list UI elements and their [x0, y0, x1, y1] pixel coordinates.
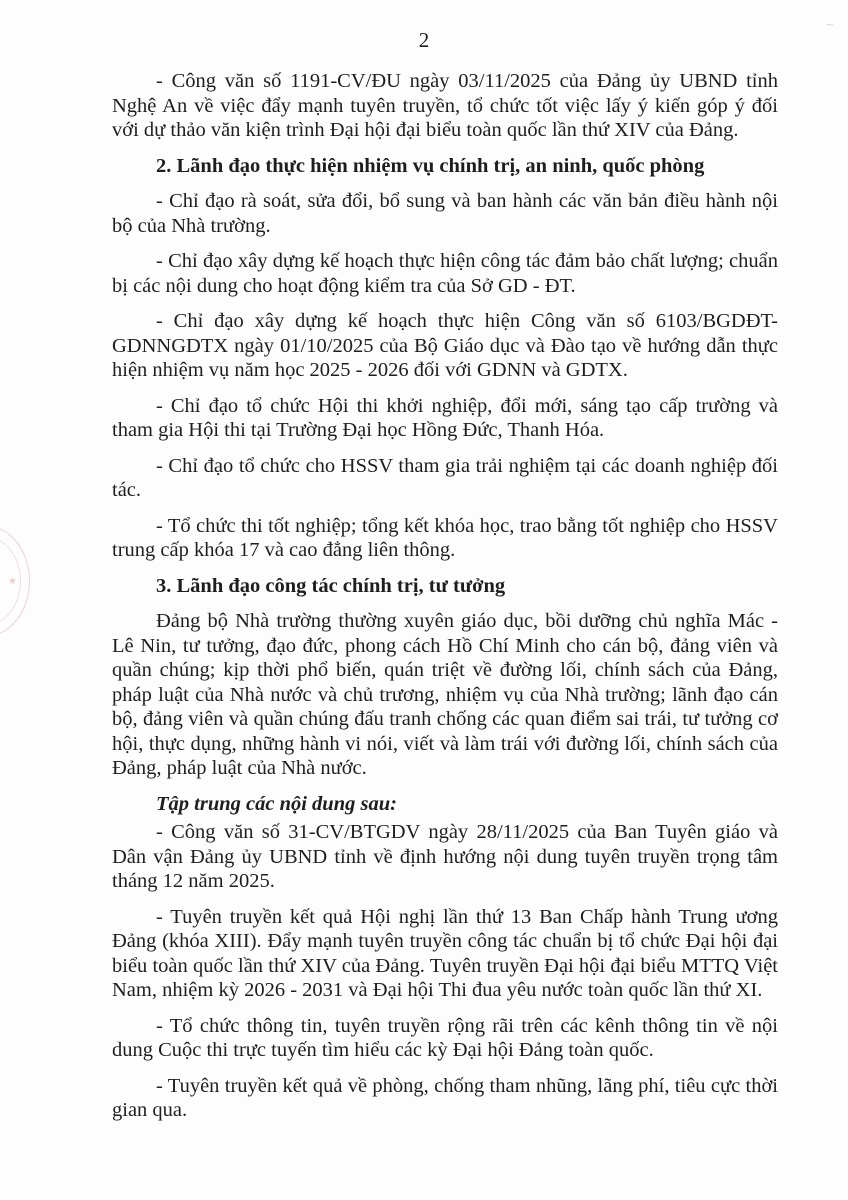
seal-star-icon: ★: [8, 576, 17, 587]
paragraph-enterprise-experience: - Chỉ đạo tổ chức cho HSSV tham gia trải nghiệm tại các doanh nghiệp đối tác.: [112, 454, 778, 501]
paragraph-startup-contest: - Chỉ đạo tổ chức Hội thi khởi nghiệp, đổi mới, sáng tạo cấp trường và tham gia Hội thi tại Trường Đại học Hồng Đức, Thanh Hóa.: [112, 394, 778, 441]
paragraph-dispatch-6103: - Chỉ đạo xây dựng kế hoạch thực hiện Công văn số 6103/BGDĐT-GDNNGDTX ngày 01/10/2025 của Bộ Giáo dục và Đào tạo về hướng dẫn thực hiện nhiệm vụ năm học 2025 - 2026 đối với GDNN và GDTX.: [112, 310, 778, 381]
section-heading-2: 2. Lãnh đạo thực hiện nhiệm vụ chính trị, an ninh, quốc phòng: [156, 154, 705, 177]
paragraph-political-education: Đảng bộ Nhà trường thường xuyên giáo dục, bồi dưỡng chủ nghĩa Mác - Lê Nin, tư tưởng, đạo đức, phong cách Hồ Chí Minh cho cán bộ, đảng viên và quần chúng; kịp thời phổ biến, quán triệt về đường lối, chính sách của Đảng, pháp luật của Nhà nước và chủ trương, nhiệm vụ của Nhà trường; lãnh đạo cán bộ, đảng viên và quần chúng đấu tranh chống các quan điểm sai trái, tư tưởng cơ hội, thực dụng, những hành vi nói, viết và làm trái với đường lối, chính sách của Đảng, pháp luật của Nhà nước.: [112, 610, 778, 779]
page-number: 2: [418, 28, 430, 52]
paragraph-dispatch-1191: - Công văn số 1191-CV/ĐU ngày 03/11/2025 của Đảng ủy UBND tỉnh Nghệ An về việc đẩy mạnh tuyên truyền, tổ chức tốt việc lấy ý kiến góp ý đối với dự thảo văn kiện trình Đại hội đại biểu toàn quốc lần thứ XIV của Đảng.: [112, 70, 778, 141]
paragraph-quality-plan: - Chỉ đạo xây dựng kế hoạch thực hiện công tác đảm bảo chất lượng; chuẩn bị các nội dung cho hoạt động kiểm tra của Sở GD - ĐT.: [112, 250, 778, 297]
paragraph-anti-corruption: - Tuyên truyền kết quả về phòng, chống tham nhũng, lãng phí, tiêu cực thời gian qua.: [112, 1074, 778, 1121]
scan-mark-icon: ~: [825, 20, 834, 31]
paragraph-online-contest: - Tổ chức thông tin, tuyên truyền rộng rãi trên các kênh thông tin về nội dung Cuộc thi trực tuyến tìm hiểu các kỳ Đại hội Đảng toàn quốc.: [112, 1014, 778, 1061]
paragraph-conference-13: - Tuyên truyền kết quả Hội nghị lần thứ 13 Ban Chấp hành Trung ương Đảng (khóa XIII). Đẩy mạnh tuyên truyền công tác chuẩn bị tổ chức Đại hội đại biểu toàn quốc lần thứ XIV của Đảng. Tuyên truyền Đại hội đại biểu MTTQ Việt Nam, nhiệm kỳ 2026 - 2031 và Đại hội Thi đua yêu nước toàn quốc lần thứ XI.: [112, 905, 778, 1001]
section-heading-3: 3. Lãnh đạo công tác chính trị, tư tưởng: [156, 574, 506, 597]
seal-stamp-fragment: [0, 525, 30, 637]
focus-heading: Tập trung các nội dung sau:: [156, 792, 397, 815]
paragraph-dispatch-31: - Công văn số 31-CV/BTGDV ngày 28/11/2025 của Ban Tuyên giáo và Dân vận Đảng ủy UBND tỉnh về định hướng nội dung tuyên truyền trọng tâm tháng 12 năm 2025.: [112, 821, 778, 892]
paragraph-review-documents: - Chỉ đạo rà soát, sửa đổi, bổ sung và ban hành các văn bản điều hành nội bộ của Nhà trường.: [112, 190, 778, 237]
document-body: [112, 69, 778, 1134]
paragraph-graduation: - Tổ chức thi tốt nghiệp; tổng kết khóa học, trao bằng tốt nghiệp cho HSSV trung cấp khóa 17 và cao đẳng liên thông.: [112, 514, 778, 561]
